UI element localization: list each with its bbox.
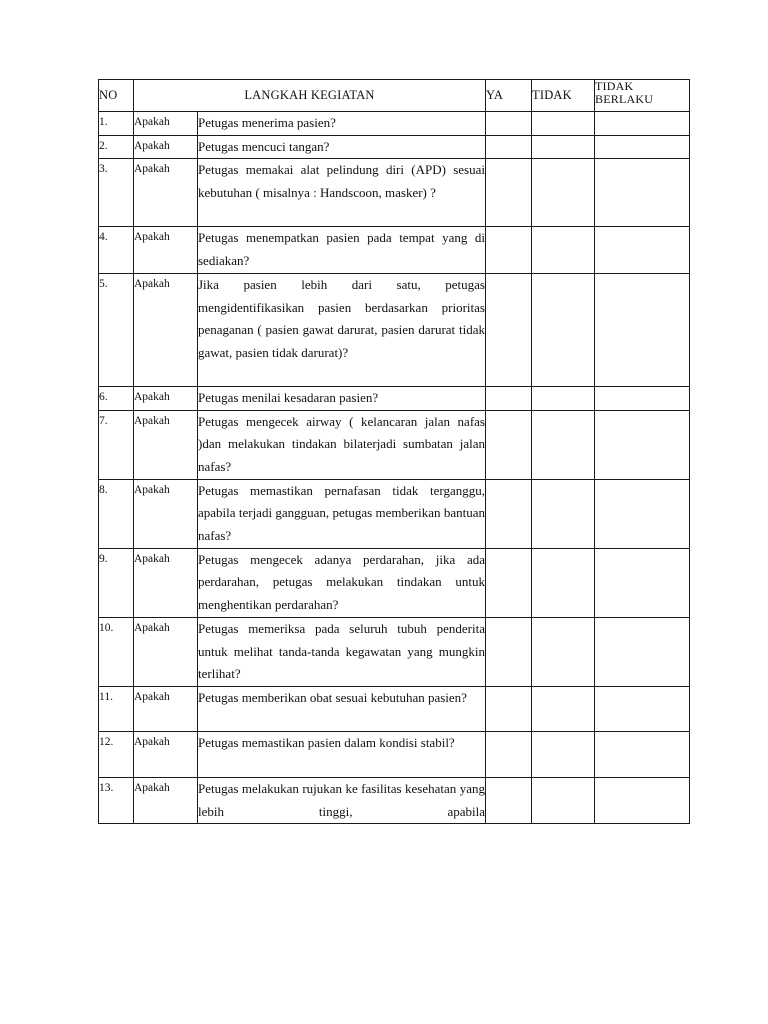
ya-cell[interactable] xyxy=(486,731,532,777)
row-question: Petugas menempatkan pasien pada tempat yang di sediakan? xyxy=(198,227,486,273)
row-prefix: Apakah xyxy=(134,777,198,823)
row-prefix: Apakah xyxy=(134,135,198,159)
row-prefix: Apakah xyxy=(134,479,198,548)
table-row xyxy=(99,731,690,777)
tidak-berlaku-cell[interactable] xyxy=(595,410,690,479)
row-number: 4. xyxy=(99,227,134,273)
table-row xyxy=(99,135,690,159)
tidak-cell[interactable] xyxy=(532,777,595,823)
tidak-cell[interactable] xyxy=(532,112,595,136)
tidak-berlaku-cell[interactable] xyxy=(595,686,690,731)
header-ya: YA xyxy=(486,80,532,112)
ya-cell[interactable] xyxy=(486,617,532,686)
row-prefix: Apakah xyxy=(134,686,198,731)
ya-cell[interactable] xyxy=(486,227,532,273)
tidak-cell[interactable] xyxy=(532,386,595,410)
row-prefix: Apakah xyxy=(134,386,198,410)
header-langkah-kegiatan: LANGKAH KEGIATAN xyxy=(134,80,486,112)
row-question: Petugas melakukan rujukan ke fasilitas kesehatan yang lebih tinggi, apabila xyxy=(198,777,486,823)
tidak-cell[interactable] xyxy=(532,548,595,617)
row-prefix: Apakah xyxy=(134,273,198,386)
row-number: 1. xyxy=(99,112,134,136)
row-prefix: Apakah xyxy=(134,410,198,479)
header-no: NO xyxy=(99,80,134,112)
tidak-berlaku-cell[interactable] xyxy=(595,548,690,617)
tidak-cell[interactable] xyxy=(532,159,595,227)
row-question: Petugas mengecek adanya perdarahan, jika ada perdarahan, petugas melakukan tindakan untuk menghentikan perdarahan? xyxy=(198,548,486,617)
row-question: Jika pasien lebih dari satu, petugas mengidentifikasikan pasien berdasarkan prioritas penaganan ( pasien gawat darurat, pasien darurat tidak gawat, pasien tidak darurat)? xyxy=(198,273,486,386)
row-number: 10. xyxy=(99,617,134,686)
checklist-table xyxy=(98,79,690,824)
header-tidak: TIDAK xyxy=(532,80,595,112)
header-tidak-berlaku xyxy=(595,80,690,112)
table-header-row xyxy=(99,80,690,112)
table-row xyxy=(99,112,690,136)
table-row xyxy=(99,617,690,686)
ya-cell[interactable] xyxy=(486,686,532,731)
ya-cell[interactable] xyxy=(486,112,532,136)
tidak-cell[interactable] xyxy=(532,273,595,386)
header-tidak-berlaku-line1: TIDAK xyxy=(595,79,634,93)
tidak-berlaku-cell[interactable] xyxy=(595,159,690,227)
row-prefix: Apakah xyxy=(134,112,198,136)
row-number: 9. xyxy=(99,548,134,617)
ya-cell[interactable] xyxy=(486,777,532,823)
tidak-cell[interactable] xyxy=(532,731,595,777)
table-row xyxy=(99,410,690,479)
table-row xyxy=(99,777,690,823)
tidak-cell[interactable] xyxy=(532,479,595,548)
table-row xyxy=(99,159,690,227)
tidak-berlaku-cell[interactable] xyxy=(595,777,690,823)
tidak-berlaku-cell[interactable] xyxy=(595,479,690,548)
table-row xyxy=(99,479,690,548)
tidak-cell[interactable] xyxy=(532,686,595,731)
checklist-sheet xyxy=(98,79,689,824)
row-number: 3. xyxy=(99,159,134,227)
row-question: Petugas menilai kesadaran pasien? xyxy=(198,386,486,410)
tidak-berlaku-cell[interactable] xyxy=(595,731,690,777)
row-prefix: Apakah xyxy=(134,227,198,273)
table-row xyxy=(99,386,690,410)
row-number: 12. xyxy=(99,731,134,777)
row-number: 11. xyxy=(99,686,134,731)
row-prefix: Apakah xyxy=(134,548,198,617)
row-number: 8. xyxy=(99,479,134,548)
ya-cell[interactable] xyxy=(486,273,532,386)
row-prefix: Apakah xyxy=(134,731,198,777)
tidak-berlaku-cell[interactable] xyxy=(595,386,690,410)
tidak-cell[interactable] xyxy=(532,617,595,686)
table-row xyxy=(99,273,690,386)
table-row xyxy=(99,227,690,273)
ya-cell[interactable] xyxy=(486,159,532,227)
row-question: Petugas mengecek airway ( kelancaran jalan nafas )dan melakukan tindakan bilaterjadi sumbatan jalan nafas? xyxy=(198,410,486,479)
ya-cell[interactable] xyxy=(486,479,532,548)
row-number: 5. xyxy=(99,273,134,386)
row-prefix: Apakah xyxy=(134,617,198,686)
ya-cell[interactable] xyxy=(486,410,532,479)
row-number: 2. xyxy=(99,135,134,159)
tidak-cell[interactable] xyxy=(532,227,595,273)
row-prefix: Apakah xyxy=(134,159,198,227)
ya-cell[interactable] xyxy=(486,548,532,617)
tidak-berlaku-cell[interactable] xyxy=(595,273,690,386)
tidak-cell[interactable] xyxy=(532,135,595,159)
row-question: Petugas menerima pasien? xyxy=(198,112,486,136)
tidak-berlaku-cell[interactable] xyxy=(595,135,690,159)
row-number: 6. xyxy=(99,386,134,410)
ya-cell[interactable] xyxy=(486,135,532,159)
tidak-cell[interactable] xyxy=(532,410,595,479)
row-question: Petugas memeriksa pada seluruh tubuh penderita untuk melihat tanda-tanda kegawatan yang mungkin terlihat? xyxy=(198,617,486,686)
row-question: Petugas memberikan obat sesuai kebutuhan pasien? xyxy=(198,686,486,731)
table-row xyxy=(99,686,690,731)
row-question: Petugas mencuci tangan? xyxy=(198,135,486,159)
tidak-berlaku-cell[interactable] xyxy=(595,227,690,273)
tidak-berlaku-cell[interactable] xyxy=(595,617,690,686)
tidak-berlaku-cell[interactable] xyxy=(595,112,690,136)
row-question: Petugas memakai alat pelindung diri (APD) sesuai kebutuhan ( misalnya : Handscoon, masker) ? xyxy=(198,159,486,227)
header-tidak-berlaku-line2: BERLAKU xyxy=(595,92,654,106)
row-number: 13. xyxy=(99,777,134,823)
row-question: Petugas memastikan pasien dalam kondisi stabil? xyxy=(198,731,486,777)
table-row xyxy=(99,548,690,617)
row-question: Petugas memastikan pernafasan tidak terganggu, apabila terjadi gangguan, petugas memberikan bantuan nafas? xyxy=(198,479,486,548)
ya-cell[interactable] xyxy=(486,386,532,410)
row-number: 7. xyxy=(99,410,134,479)
